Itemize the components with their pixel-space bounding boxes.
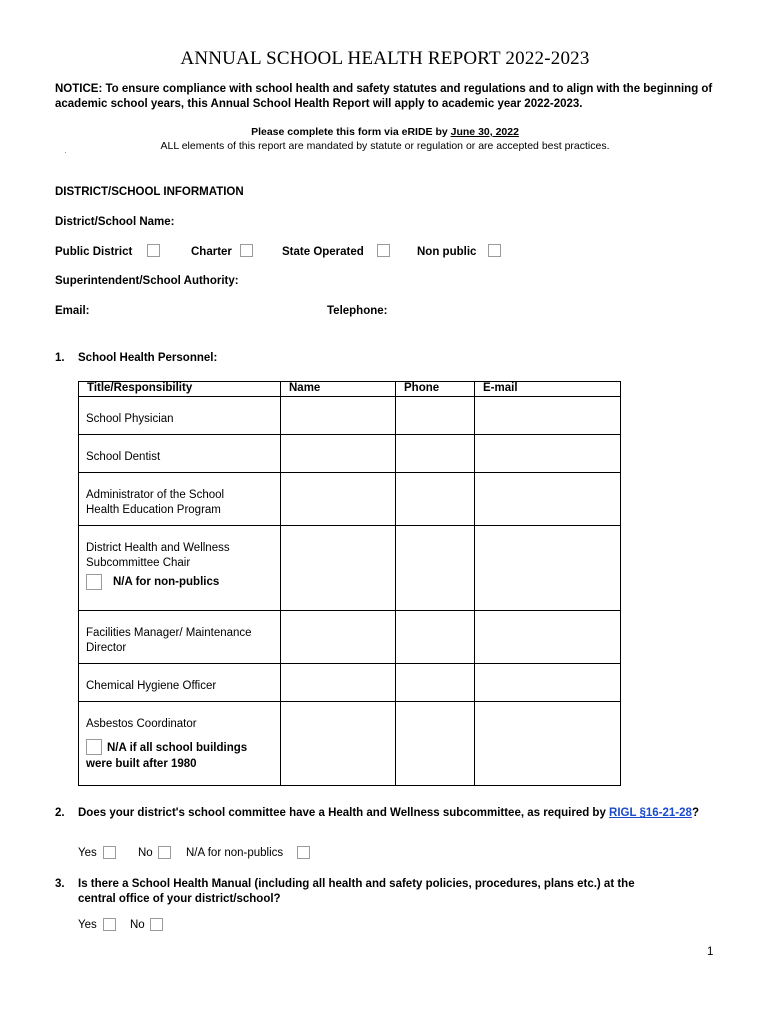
q2-no-checkbox[interactable] <box>158 846 171 859</box>
q2-number: 2. <box>55 807 65 819</box>
q3-yes-checkbox[interactable] <box>103 918 116 931</box>
header-email: E-mail <box>475 382 621 397</box>
row-title-cell <box>79 702 281 786</box>
email-cell[interactable] <box>475 664 621 702</box>
page-number: 1 <box>707 946 714 958</box>
role-school-physician: School Physician <box>86 413 174 425</box>
stray-mark <box>65 152 66 153</box>
name-cell[interactable] <box>281 397 396 435</box>
type-charter-label: Charter <box>191 246 232 258</box>
table-row <box>79 473 621 526</box>
district-section-heading: DISTRICT/SCHOOL INFORMATION <box>55 186 244 198</box>
q2-question <box>78 806 708 821</box>
public-district-checkbox[interactable] <box>147 244 160 257</box>
name-cell[interactable] <box>281 435 396 473</box>
state-operated-checkbox[interactable] <box>377 244 390 257</box>
role-asbestos-coordinator: Asbestos Coordinator <box>86 718 197 730</box>
row-title-cell <box>79 435 281 473</box>
email-label: Email: <box>55 305 90 317</box>
table-row <box>79 526 621 611</box>
deadline-date: June 30, 2022 <box>450 126 519 138</box>
email-cell[interactable] <box>475 611 621 664</box>
role-chemical-hygiene-officer: Chemical Hygiene Officer <box>86 680 217 692</box>
header-title: Title/Responsibility <box>79 382 281 397</box>
table-header-row <box>79 382 621 397</box>
table-row <box>79 435 621 473</box>
table-row <box>79 702 621 786</box>
q2-option-yes-label: Yes <box>78 847 97 859</box>
table-row <box>79 664 621 702</box>
name-cell[interactable] <box>281 526 396 611</box>
na-non-publics-checkbox[interactable] <box>86 574 102 590</box>
report-title: ANNUAL SCHOOL HEALTH REPORT 2022-2023 <box>180 48 590 69</box>
name-cell[interactable] <box>281 664 396 702</box>
table-row <box>79 397 621 435</box>
q3-option-no-label: No <box>130 919 145 931</box>
q2-text: Does your district's school committee have a Health and Wellness subcommittee, as required by <box>78 807 610 819</box>
email-cell[interactable] <box>475 473 621 526</box>
row-title-cell <box>79 473 281 526</box>
type-public-district-label: Public District <box>55 246 133 258</box>
email-cell[interactable] <box>475 435 621 473</box>
q3-option-yes-label: Yes <box>78 919 97 931</box>
role-facilities-manager: Facilities Manager/ Maintenance Director <box>86 627 252 654</box>
completion-instruction <box>0 126 770 138</box>
role-school-dentist: School Dentist <box>86 451 161 463</box>
phone-cell[interactable] <box>396 702 475 786</box>
q2-na-checkbox[interactable] <box>297 846 310 859</box>
q3-question: Is there a School Health Manual (including all health and safety policies, procedures, plans etc.) at the central office of your district/school? <box>78 878 635 905</box>
phone-cell[interactable] <box>396 664 475 702</box>
email-cell[interactable] <box>475 526 621 611</box>
district-name-label: District/School Name: <box>55 216 175 228</box>
type-non-public-label: Non public <box>417 246 477 258</box>
name-cell[interactable] <box>281 611 396 664</box>
rigl-statute-link[interactable]: RIGL §16-21-28 <box>609 807 692 819</box>
email-cell[interactable] <box>475 397 621 435</box>
q2-yes-checkbox[interactable] <box>103 846 116 859</box>
row-title-cell <box>79 664 281 702</box>
notice-text: NOTICE: To ensure compliance with school health and safety statutes and regulations and to align with the beginning of academic school years, this Annual School Health Report will apply to academic year 2022-2023. <box>55 83 713 110</box>
q3-no-checkbox[interactable] <box>150 918 163 931</box>
non-public-checkbox[interactable] <box>488 244 501 257</box>
phone-cell[interactable] <box>396 473 475 526</box>
name-cell[interactable] <box>281 473 396 526</box>
mandate-note: ALL elements of this report are mandated by statute or regulation or are accepted best practices. <box>160 140 610 152</box>
personnel-table <box>78 381 621 786</box>
telephone-label: Telephone: <box>327 305 388 317</box>
phone-cell[interactable] <box>396 611 475 664</box>
na-buildings-after-1980-label: N/A if all school buildings were built after 1980 <box>86 742 248 770</box>
phone-cell[interactable] <box>396 435 475 473</box>
q2-option-no-label: No <box>138 847 153 859</box>
phone-cell[interactable] <box>396 526 475 611</box>
header-name: Name <box>281 382 396 397</box>
header-phone: Phone <box>396 382 475 397</box>
row-title-cell <box>79 526 281 611</box>
q2-suffix: ? <box>691 807 699 819</box>
q3-number: 3. <box>55 878 65 890</box>
table-row <box>79 611 621 664</box>
instruction-prefix: Please complete this form via eRIDE by <box>251 126 451 138</box>
phone-cell[interactable] <box>396 397 475 435</box>
row-title-cell <box>79 397 281 435</box>
q1-label: School Health Personnel: <box>78 352 218 364</box>
charter-checkbox[interactable] <box>240 244 253 257</box>
role-wellness-subcommittee-chair: District Health and Wellness Subcommittee Chair <box>86 542 230 569</box>
q2-option-na-label: N/A for non-publics <box>186 847 284 859</box>
role-health-education-admin: Administrator of the School Health Education Program <box>86 489 225 516</box>
email-cell[interactable] <box>475 702 621 786</box>
type-state-operated-label: State Operated <box>282 246 364 258</box>
row-title-cell <box>79 611 281 664</box>
name-cell[interactable] <box>281 702 396 786</box>
superintendent-label: Superintendent/School Authority: <box>55 275 239 287</box>
na-non-publics-label: N/A for non-publics <box>113 576 220 588</box>
q1-number: 1. <box>55 352 65 364</box>
